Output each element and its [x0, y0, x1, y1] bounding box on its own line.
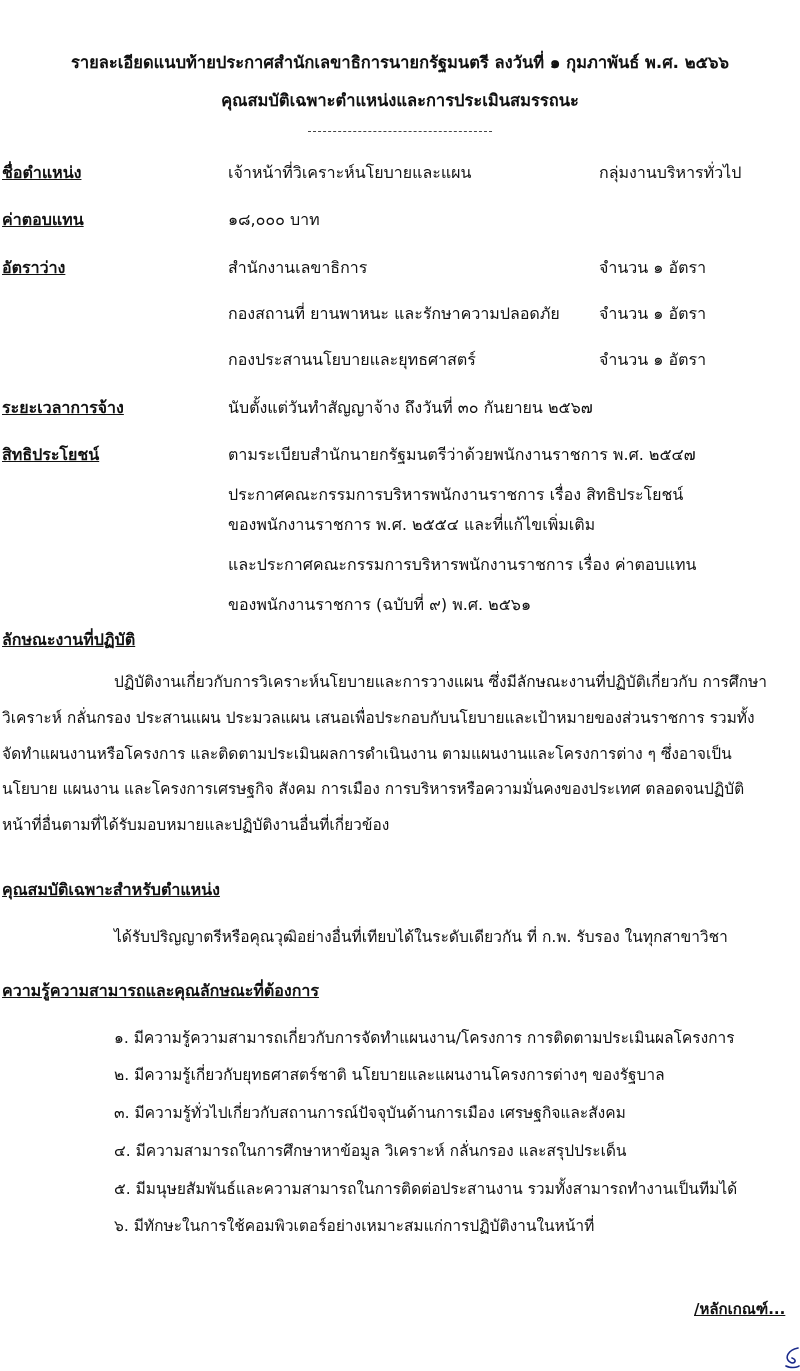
continued-note: /หลักเกณฑ์... — [694, 1300, 786, 1318]
separator-line — [308, 131, 492, 132]
vacancy-unit: สำนักงานเลขาธิการ — [228, 258, 368, 277]
vacancy-label: อัตราว่าง — [2, 258, 66, 277]
qualification-heading: คุณสมบัติเฉพาะสำหรับตำแหน่ง — [2, 880, 220, 899]
period-label: ระยะเวลาการจ้าง — [2, 398, 124, 417]
benefit-line: ตามระเบียบสำนักนายกรัฐมนตรีว่าด้วยพนักงานราชการ พ.ศ. ๒๕๔๗ — [228, 445, 696, 464]
benefit-label: สิทธิประโยชน์ — [2, 445, 100, 464]
work-line: วิเคราะห์ กลั่นกรอง ประสานแผน ประมวลแผน เสนอเพื่อประกอบกับนโยบายและเป้าหมายของส่วนราชการ รวมทั้ง — [2, 709, 755, 727]
skill-item: ๓. มีความรู้ทั่วไปเกี่ยวกับสถานการณ์ปัจจุบันด้านการเมือง เศรษฐกิจและสังคม — [114, 1104, 626, 1122]
signature-mark — [780, 1344, 800, 1371]
benefit-line: ของพนักงานราชการ พ.ศ. ๒๕๕๔ และที่แก้ไขเพิ่มเติม — [228, 515, 596, 534]
work-line: หน้าที่อื่นตามที่ได้รับมอบหมายและปฏิบัติงานอื่นที่เกี่ยวข้อง — [2, 816, 390, 834]
position-group: กลุ่มงานบริหารทั่วไป — [599, 163, 742, 182]
position-label: ชื่อตำแหน่ง — [2, 163, 82, 182]
skill-item: ๖. มีทักษะในการใช้คอมพิวเตอร์อย่างเหมาะสมแก่การปฏิบัติงานในหน้าที่ — [114, 1217, 595, 1235]
pay-value: ๑๘,๐๐๐ บาท — [228, 210, 320, 229]
skill-item: ๑. มีความรู้ความสามารถเกี่ยวกับการจัดทำแผนงาน/โครงการ การติดตามประเมินผลโครงการ — [114, 1029, 735, 1047]
work-line: ปฏิบัติงานเกี่ยวกับการวิเคราะห์นโยบายและการวางแผน ซึ่งมีลักษณะงานที่ปฏิบัติเกี่ยวกับ การศึกษา — [114, 673, 768, 691]
vacancy-count: จำนวน ๑ อัตรา — [599, 258, 707, 277]
skill-item: ๕. มีมนุษยสัมพันธ์และความสามารถในการติดต่อประสานงาน รวมทั้งสามารถทำงานเป็นทีมได้ — [114, 1180, 738, 1198]
benefit-line: และประกาศคณะกรรมการบริหารพนักงานราชการ เรื่อง ค่าตอบแทน — [228, 555, 697, 574]
benefit-line: ของพนักงานราชการ (ฉบับที่ ๙) พ.ศ. ๒๕๖๑ — [228, 595, 532, 614]
benefit-line: ประกาศคณะกรรมการบริหารพนักงานราชการ เรื่อง สิทธิประโยชน์ — [228, 485, 684, 504]
skill-item: ๒. มีความรู้เกี่ยวกับยุทธศาสตร์ชาติ นโยบายและแผนงานโครงการต่างๆ ของรัฐบาล — [114, 1066, 665, 1084]
vacancy-count: จำนวน ๑ อัตรา — [599, 304, 707, 323]
vacancy-unit: กองสถานที่ ยานพาหนะ และรักษาความปลอดภัย — [228, 304, 560, 323]
period-value: นับตั้งแต่วันทำสัญญาจ้าง ถึงวันที่ ๓๐ กันยายน ๒๕๖๗ — [228, 398, 593, 417]
qualification-text: ได้รับปริญญาตรีหรือคุณวุฒิอย่างอื่นที่เทียบได้ในระดับเดียวกัน ที่ ก.พ. รับรอง ในทุกสาขาวิชา — [114, 928, 728, 946]
position-value: เจ้าหน้าที่วิเคราะห์นโยบายและแผน — [228, 163, 472, 182]
skills-heading: ความรู้ความสามารถและคุณลักษณะที่ต้องการ — [2, 981, 319, 1000]
header-line-1: รายละเอียดแนบท้ายประกาศสำนักเลขาธิการนายกรัฐมนตรี ลงวันที่ ๑ กุมภาพันธ์ พ.ศ. ๒๕๖๖ — [70, 53, 730, 72]
pay-label: ค่าตอบแทน — [2, 210, 84, 229]
work-line: นโยบาย แผนงาน และโครงการเศรษฐกิจ สังคม การเมือง การบริหารหรือความมั่นคงของประเทศ ตลอดจนปฏิบัติ — [2, 780, 745, 798]
vacancy-count: จำนวน ๑ อัตรา — [599, 350, 707, 369]
header-line-2: คุณสมบัติเฉพาะตำแหน่งและการประเมินสมรรถนะ — [221, 91, 579, 110]
work-line: จัดทำแผนงานหรือโครงการ และติดตามประเมินผลการดำเนินงาน ตามแผนงานและโครงการต่าง ๆ ซึ่งอาจเป็น — [2, 745, 732, 763]
work-heading: ลักษณะงานที่ปฏิบัติ — [2, 630, 136, 649]
vacancy-unit: กองประสานนโยบายและยุทธศาสตร์ — [228, 350, 476, 369]
skill-item: ๔. มีความสามารถในการศึกษาหาข้อมูล วิเคราะห์ กลั่นกรอง และสรุปประเด็น — [114, 1142, 627, 1160]
